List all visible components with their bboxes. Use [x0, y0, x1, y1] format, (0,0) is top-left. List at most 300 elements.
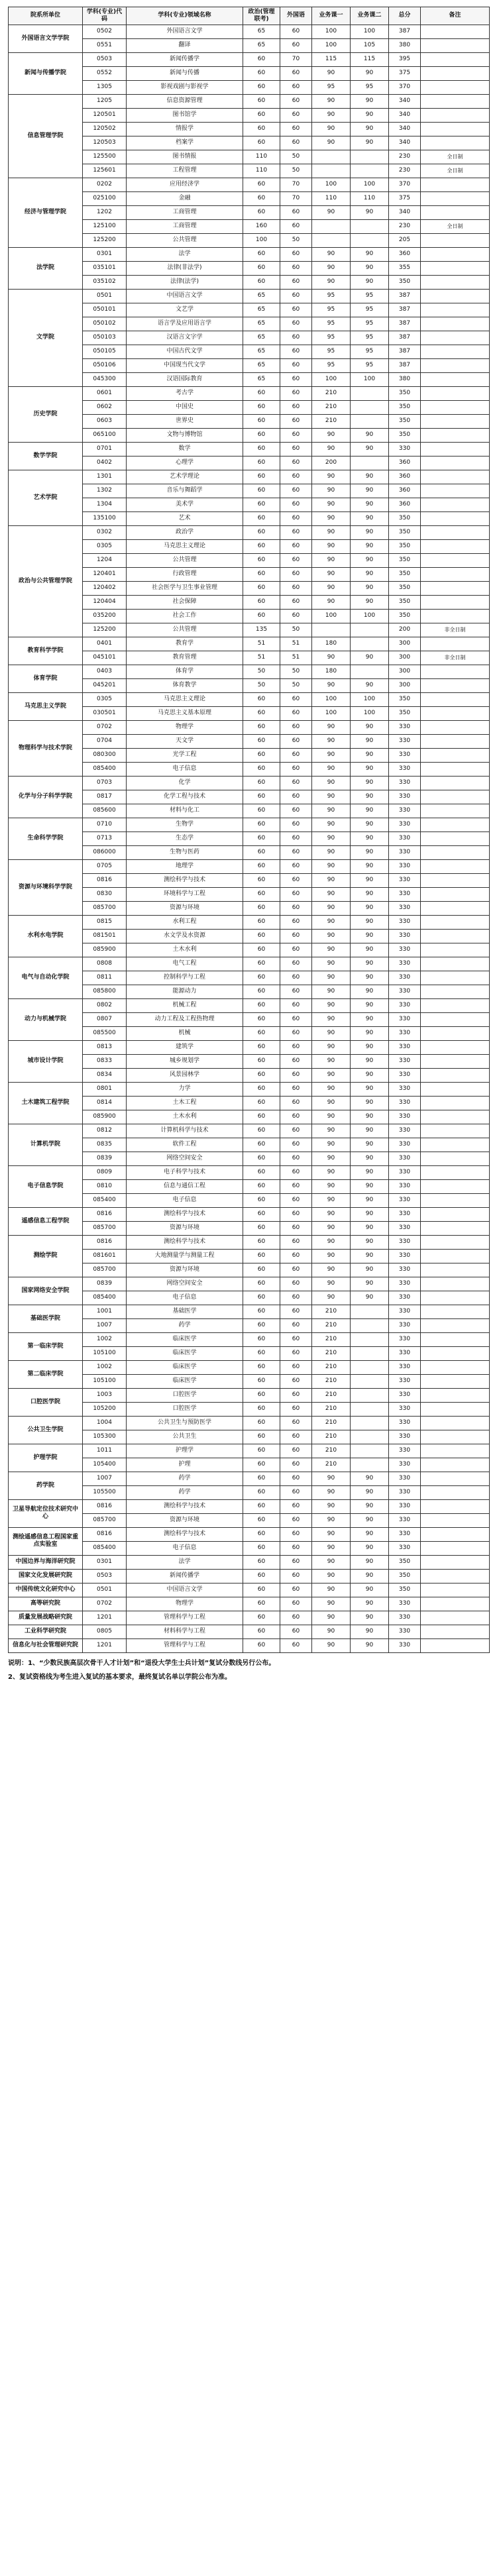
foreign-language-score-cell: 60	[280, 901, 312, 915]
note-cell	[421, 1485, 490, 1499]
politics-score-cell: 60	[243, 581, 280, 595]
note-cell	[421, 595, 490, 609]
unit-name-cell: 公共卫生学院	[9, 1416, 83, 1444]
course1-score-cell: 90	[312, 929, 351, 943]
politics-score-cell: 60	[243, 1305, 280, 1318]
table-row	[9, 637, 490, 651]
note-cell: 非全日制	[421, 623, 490, 637]
major-cell: 马克思主义基本原理	[127, 706, 243, 720]
code-cell: 045201	[83, 678, 127, 692]
politics-score-cell: 60	[243, 511, 280, 525]
course2-score-cell: 90	[351, 1012, 389, 1026]
code-cell: 0805	[83, 1625, 127, 1638]
course2-score-cell: 90	[351, 1207, 389, 1221]
politics-score-cell: 60	[243, 873, 280, 887]
politics-score-cell: 60	[243, 609, 280, 623]
course1-score-cell: 200	[312, 456, 351, 470]
course2-score-cell: 90	[351, 845, 389, 859]
code-cell: 0833	[83, 1054, 127, 1068]
code-cell: 1204	[83, 553, 127, 567]
major-cell: 能源动力	[127, 985, 243, 998]
politics-score-cell: 60	[243, 734, 280, 748]
code-cell: 0835	[83, 1138, 127, 1152]
course1-score-cell: 90	[312, 1082, 351, 1096]
course2-score-cell: 90	[351, 595, 389, 609]
course1-score-cell: 90	[312, 1207, 351, 1221]
note-cell	[421, 331, 490, 345]
note-cell	[421, 498, 490, 511]
table-row	[9, 1499, 490, 1513]
code-cell: 050103	[83, 331, 127, 345]
course1-score-cell: 90	[312, 1277, 351, 1291]
note-cell	[421, 247, 490, 261]
course2-score-cell: 90	[351, 94, 389, 108]
course1-score-cell: 90	[312, 1221, 351, 1235]
politics-score-cell: 60	[243, 1638, 280, 1652]
course1-score-cell: 90	[312, 1638, 351, 1652]
course2-score-cell: 90	[351, 581, 389, 595]
politics-score-cell: 60	[243, 1096, 280, 1110]
foreign-language-score-cell: 60	[280, 498, 312, 511]
course2-score-cell: 110	[351, 191, 389, 205]
table-row	[9, 289, 490, 303]
course1-score-cell: 90	[312, 762, 351, 776]
major-cell: 艺术	[127, 511, 243, 525]
course2-score-cell: 100	[351, 692, 389, 706]
course2-score-cell: 90	[351, 1179, 389, 1193]
foreign-language-score-cell: 60	[280, 247, 312, 261]
politics-score-cell: 60	[243, 1068, 280, 1082]
course1-score-cell: 90	[312, 985, 351, 998]
total-score-cell: 330	[389, 1221, 421, 1235]
total-score-cell: 380	[389, 372, 421, 386]
note-cell	[421, 80, 490, 94]
course2-score-cell: 90	[351, 1527, 389, 1541]
course2-score-cell: 90	[351, 1597, 389, 1611]
course1-score-cell: 90	[312, 651, 351, 665]
major-cell: 法律(法学)	[127, 275, 243, 289]
code-cell: 085500	[83, 1026, 127, 1040]
table-row	[9, 1638, 490, 1652]
politics-score-cell: 60	[243, 887, 280, 901]
course1-score-cell	[312, 219, 351, 233]
politics-score-cell: 65	[243, 331, 280, 345]
course1-score-cell: 210	[312, 1360, 351, 1374]
foreign-language-score-cell: 60	[280, 539, 312, 553]
code-cell: 0810	[83, 1179, 127, 1193]
course2-score-cell: 90	[351, 971, 389, 985]
course1-score-cell: 90	[312, 720, 351, 734]
major-cell: 机械工程	[127, 998, 243, 1012]
politics-score-cell: 60	[243, 400, 280, 414]
politics-score-cell: 65	[243, 289, 280, 303]
total-score-cell: 387	[389, 303, 421, 317]
unit-name-cell: 经济与管理学院	[9, 178, 83, 247]
politics-score-cell: 60	[243, 776, 280, 790]
note-cell	[421, 1318, 490, 1332]
politics-score-cell: 60	[243, 1138, 280, 1152]
total-score-cell: 330	[389, 1318, 421, 1332]
code-cell: 105100	[83, 1374, 127, 1388]
course1-score-cell: 90	[312, 1527, 351, 1541]
note-cell	[421, 998, 490, 1012]
note-cell	[421, 1096, 490, 1110]
foreign-language-score-cell: 60	[280, 887, 312, 901]
course2-score-cell: 90	[351, 1277, 389, 1291]
major-cell: 语言学及应用语言学	[127, 317, 243, 331]
code-cell: 0305	[83, 692, 127, 706]
major-cell: 网络空间安全	[127, 1277, 243, 1291]
total-score-cell: 387	[389, 289, 421, 303]
foreign-language-score-cell: 60	[280, 1152, 312, 1165]
politics-score-cell: 60	[243, 1346, 280, 1360]
total-score-cell: 330	[389, 1096, 421, 1110]
code-cell: 0503	[83, 1569, 127, 1583]
note-cell	[421, 1569, 490, 1583]
course1-score-cell: 90	[312, 1513, 351, 1527]
course2-score-cell: 90	[351, 790, 389, 804]
course1-score-cell: 100	[312, 178, 351, 191]
course2-score-cell: 90	[351, 1611, 389, 1625]
code-cell: 0710	[83, 818, 127, 832]
course1-score-cell: 180	[312, 665, 351, 678]
note-cell	[421, 678, 490, 692]
table-row	[9, 1583, 490, 1597]
note-cell	[421, 901, 490, 915]
unit-name-cell: 数学学院	[9, 442, 83, 470]
major-cell: 测绘科学与技术	[127, 1527, 243, 1541]
course2-score-cell: 95	[351, 80, 389, 94]
major-cell: 艺术学理论	[127, 470, 243, 484]
politics-score-cell: 60	[243, 52, 280, 66]
major-cell: 图书馆学	[127, 108, 243, 122]
unit-name-cell: 历史学院	[9, 386, 83, 442]
note-cell	[421, 1305, 490, 1318]
foreign-language-score-cell: 60	[280, 1277, 312, 1291]
politics-score-cell: 60	[243, 804, 280, 818]
code-cell: 105100	[83, 1346, 127, 1360]
total-score-cell: 330	[389, 1485, 421, 1499]
total-score-cell: 350	[389, 595, 421, 609]
note-cell	[421, 511, 490, 525]
politics-score-cell: 60	[243, 818, 280, 832]
course2-score-cell: 90	[351, 929, 389, 943]
table-row	[9, 1165, 490, 1179]
code-cell: 120501	[83, 108, 127, 122]
foreign-language-score-cell: 60	[280, 1193, 312, 1207]
code-cell: 085400	[83, 1541, 127, 1555]
politics-score-cell: 65	[243, 358, 280, 372]
major-cell: 社会工作	[127, 609, 243, 623]
foreign-language-score-cell: 60	[280, 1346, 312, 1360]
politics-score-cell: 60	[243, 122, 280, 136]
course1-score-cell: 210	[312, 414, 351, 428]
foreign-language-score-cell: 51	[280, 651, 312, 665]
code-cell: 1202	[83, 205, 127, 219]
course1-score-cell: 90	[312, 1583, 351, 1597]
note-cell	[421, 804, 490, 818]
table-row	[9, 1569, 490, 1583]
foreign-language-score-cell: 60	[280, 386, 312, 400]
total-score-cell: 387	[389, 25, 421, 38]
total-score-cell: 330	[389, 971, 421, 985]
foreign-language-score-cell: 60	[280, 345, 312, 358]
total-score-cell: 360	[389, 484, 421, 498]
unit-name-cell: 物理科学与技术学院	[9, 720, 83, 776]
total-score-cell: 330	[389, 720, 421, 734]
foreign-language-score-cell: 60	[280, 80, 312, 94]
note-cell	[421, 289, 490, 303]
course1-score-cell: 90	[312, 873, 351, 887]
politics-score-cell: 60	[243, 1485, 280, 1499]
total-score-cell: 340	[389, 205, 421, 219]
total-score-cell: 230	[389, 150, 421, 164]
total-score-cell: 387	[389, 331, 421, 345]
major-cell: 材料科学与工程	[127, 1625, 243, 1638]
code-cell: 050101	[83, 303, 127, 317]
code-cell: 125200	[83, 623, 127, 637]
course1-score-cell: 90	[312, 1485, 351, 1499]
course2-score-cell: 90	[351, 1555, 389, 1569]
course2-score-cell: 90	[351, 901, 389, 915]
code-cell: 085400	[83, 762, 127, 776]
unit-name-cell: 高等研究院	[9, 1597, 83, 1611]
code-cell: 0302	[83, 525, 127, 539]
course2-score-cell	[351, 1430, 389, 1444]
major-cell: 测绘科学与技术	[127, 1207, 243, 1221]
table-row	[9, 859, 490, 873]
major-cell: 测绘科学与技术	[127, 1499, 243, 1513]
course1-score-cell: 90	[312, 1138, 351, 1152]
course1-score-cell: 100	[312, 706, 351, 720]
course2-score-cell: 90	[351, 873, 389, 887]
unit-name-cell: 信息管理学院	[9, 94, 83, 178]
total-score-cell: 350	[389, 609, 421, 623]
footnote-1: 说明：1、“少数民族高层次骨干人才计划”和“退役大学生士兵计划”复试分数线另行公布。	[8, 1659, 276, 1667]
course2-score-cell: 90	[351, 1499, 389, 1513]
politics-score-cell: 110	[243, 150, 280, 164]
total-score-cell: 350	[389, 567, 421, 581]
politics-score-cell: 60	[243, 1012, 280, 1026]
code-cell: 086000	[83, 845, 127, 859]
code-cell: 0602	[83, 400, 127, 414]
total-score-cell: 330	[389, 734, 421, 748]
course2-score-cell: 90	[351, 122, 389, 136]
total-score-cell: 330	[389, 1360, 421, 1374]
politics-score-cell: 50	[243, 665, 280, 678]
foreign-language-score-cell: 60	[280, 971, 312, 985]
major-cell: 公共管理	[127, 553, 243, 567]
code-cell: 0816	[83, 1207, 127, 1221]
total-score-cell: 375	[389, 66, 421, 80]
code-cell: 105300	[83, 1430, 127, 1444]
politics-score-cell: 60	[243, 1193, 280, 1207]
code-cell: 0702	[83, 720, 127, 734]
course1-score-cell: 90	[312, 1541, 351, 1555]
politics-score-cell: 60	[243, 1263, 280, 1277]
course2-score-cell: 100	[351, 178, 389, 191]
major-cell: 口腔医学	[127, 1388, 243, 1402]
major-cell: 考古学	[127, 386, 243, 400]
politics-score-cell: 60	[243, 498, 280, 511]
foreign-language-score-cell: 60	[280, 470, 312, 484]
total-score-cell: 350	[389, 414, 421, 428]
major-cell: 资源与环境	[127, 1263, 243, 1277]
note-cell	[421, 1249, 490, 1263]
major-cell: 护理	[127, 1458, 243, 1472]
note-cell	[421, 1207, 490, 1221]
foreign-language-score-cell: 60	[280, 1402, 312, 1416]
total-score-cell: 330	[389, 1625, 421, 1638]
note-cell	[421, 929, 490, 943]
table-row	[9, 915, 490, 929]
course2-score-cell: 90	[351, 1291, 389, 1305]
total-score-cell: 330	[389, 1207, 421, 1221]
major-cell: 美术学	[127, 498, 243, 511]
politics-score-cell: 60	[243, 456, 280, 470]
unit-name-cell: 文学院	[9, 289, 83, 386]
major-cell: 生态学	[127, 832, 243, 845]
column-header: 总分	[389, 7, 421, 25]
code-cell: 1007	[83, 1472, 127, 1485]
course1-score-cell: 90	[312, 971, 351, 985]
course1-score-cell	[312, 623, 351, 637]
foreign-language-score-cell: 60	[280, 25, 312, 38]
major-cell: 教育学	[127, 637, 243, 651]
note-cell	[421, 1221, 490, 1235]
politics-score-cell: 60	[243, 1416, 280, 1430]
foreign-language-score-cell: 60	[280, 219, 312, 233]
foreign-language-score-cell: 60	[280, 1527, 312, 1541]
major-cell: 控制科学与工程	[127, 971, 243, 985]
note-cell: 全日制	[421, 164, 490, 178]
course2-score-cell: 100	[351, 706, 389, 720]
course1-score-cell: 90	[312, 275, 351, 289]
course2-score-cell: 90	[351, 1221, 389, 1235]
note-cell	[421, 1012, 490, 1026]
politics-score-cell: 60	[243, 1179, 280, 1193]
column-header: 政治(管理联考)	[243, 7, 280, 25]
code-cell: 105400	[83, 1458, 127, 1472]
foreign-language-score-cell: 60	[280, 1555, 312, 1569]
foreign-language-score-cell: 60	[280, 929, 312, 943]
course2-score-cell	[351, 623, 389, 637]
code-cell: 0552	[83, 66, 127, 80]
total-score-cell: 330	[389, 1458, 421, 1472]
note-cell	[421, 1416, 490, 1430]
politics-score-cell: 60	[243, 762, 280, 776]
note-cell	[421, 971, 490, 985]
unit-name-cell: 测绘学院	[9, 1235, 83, 1277]
code-cell: 0713	[83, 832, 127, 845]
note-cell	[421, 1277, 490, 1291]
total-score-cell: 230	[389, 219, 421, 233]
code-cell: 0807	[83, 1012, 127, 1026]
course1-score-cell	[312, 164, 351, 178]
course2-score-cell	[351, 386, 389, 400]
course2-score-cell: 90	[351, 484, 389, 498]
table-row	[9, 692, 490, 706]
course1-score-cell: 90	[312, 567, 351, 581]
code-cell: 120502	[83, 122, 127, 136]
foreign-language-score-cell: 50	[280, 623, 312, 637]
course1-score-cell: 90	[312, 205, 351, 219]
note-cell	[421, 567, 490, 581]
foreign-language-score-cell: 60	[280, 595, 312, 609]
unit-name-cell: 法学院	[9, 247, 83, 289]
foreign-language-score-cell: 60	[280, 762, 312, 776]
major-cell: 社会保障	[127, 595, 243, 609]
note-cell	[421, 136, 490, 150]
major-cell: 机械	[127, 1026, 243, 1040]
major-cell: 测绘科学与技术	[127, 873, 243, 887]
foreign-language-score-cell: 60	[280, 289, 312, 303]
unit-name-cell: 政治与公共管理学院	[9, 525, 83, 637]
foreign-language-score-cell: 60	[280, 1444, 312, 1458]
code-cell: 0501	[83, 289, 127, 303]
foreign-language-score-cell: 60	[280, 275, 312, 289]
course1-score-cell: 90	[312, 470, 351, 484]
course1-score-cell: 90	[312, 1611, 351, 1625]
course2-score-cell: 95	[351, 345, 389, 358]
politics-score-cell: 60	[243, 1555, 280, 1569]
politics-score-cell: 60	[243, 1388, 280, 1402]
course2-score-cell	[351, 164, 389, 178]
course2-score-cell: 90	[351, 525, 389, 539]
foreign-language-score-cell: 60	[280, 1374, 312, 1388]
politics-score-cell: 60	[243, 205, 280, 219]
code-cell: 085700	[83, 1513, 127, 1527]
total-score-cell: 330	[389, 1597, 421, 1611]
course1-score-cell: 90	[312, 1569, 351, 1583]
note-cell	[421, 1555, 490, 1569]
total-score-cell: 375	[389, 191, 421, 205]
note-cell	[421, 122, 490, 136]
note-cell	[421, 859, 490, 873]
politics-score-cell: 60	[243, 706, 280, 720]
note-cell	[421, 1541, 490, 1555]
total-score-cell: 330	[389, 1444, 421, 1458]
course1-score-cell: 180	[312, 637, 351, 651]
course1-score-cell: 210	[312, 400, 351, 414]
course2-score-cell	[351, 637, 389, 651]
course2-score-cell: 95	[351, 331, 389, 345]
table-row	[9, 1472, 490, 1485]
politics-score-cell: 60	[243, 1054, 280, 1068]
unit-name-cell: 第一临床学院	[9, 1332, 83, 1360]
total-score-cell: 330	[389, 1040, 421, 1054]
note-cell	[421, 1040, 490, 1054]
code-cell: 0501	[83, 1583, 127, 1597]
code-cell: 0603	[83, 414, 127, 428]
table-row	[9, 1611, 490, 1625]
course1-score-cell: 90	[312, 1110, 351, 1124]
major-cell: 药学	[127, 1318, 243, 1332]
foreign-language-score-cell: 60	[280, 1291, 312, 1305]
major-cell: 风景园林学	[127, 1068, 243, 1082]
course2-score-cell: 90	[351, 1096, 389, 1110]
total-score-cell: 330	[389, 1082, 421, 1096]
politics-score-cell: 60	[243, 1597, 280, 1611]
foreign-language-score-cell: 60	[280, 1541, 312, 1555]
foreign-language-score-cell: 60	[280, 108, 312, 122]
note-cell	[421, 1235, 490, 1249]
major-cell: 化学	[127, 776, 243, 790]
table-header-row	[9, 7, 490, 25]
total-score-cell: 350	[389, 692, 421, 706]
unit-name-cell: 护理学院	[9, 1444, 83, 1472]
politics-score-cell: 60	[243, 108, 280, 122]
